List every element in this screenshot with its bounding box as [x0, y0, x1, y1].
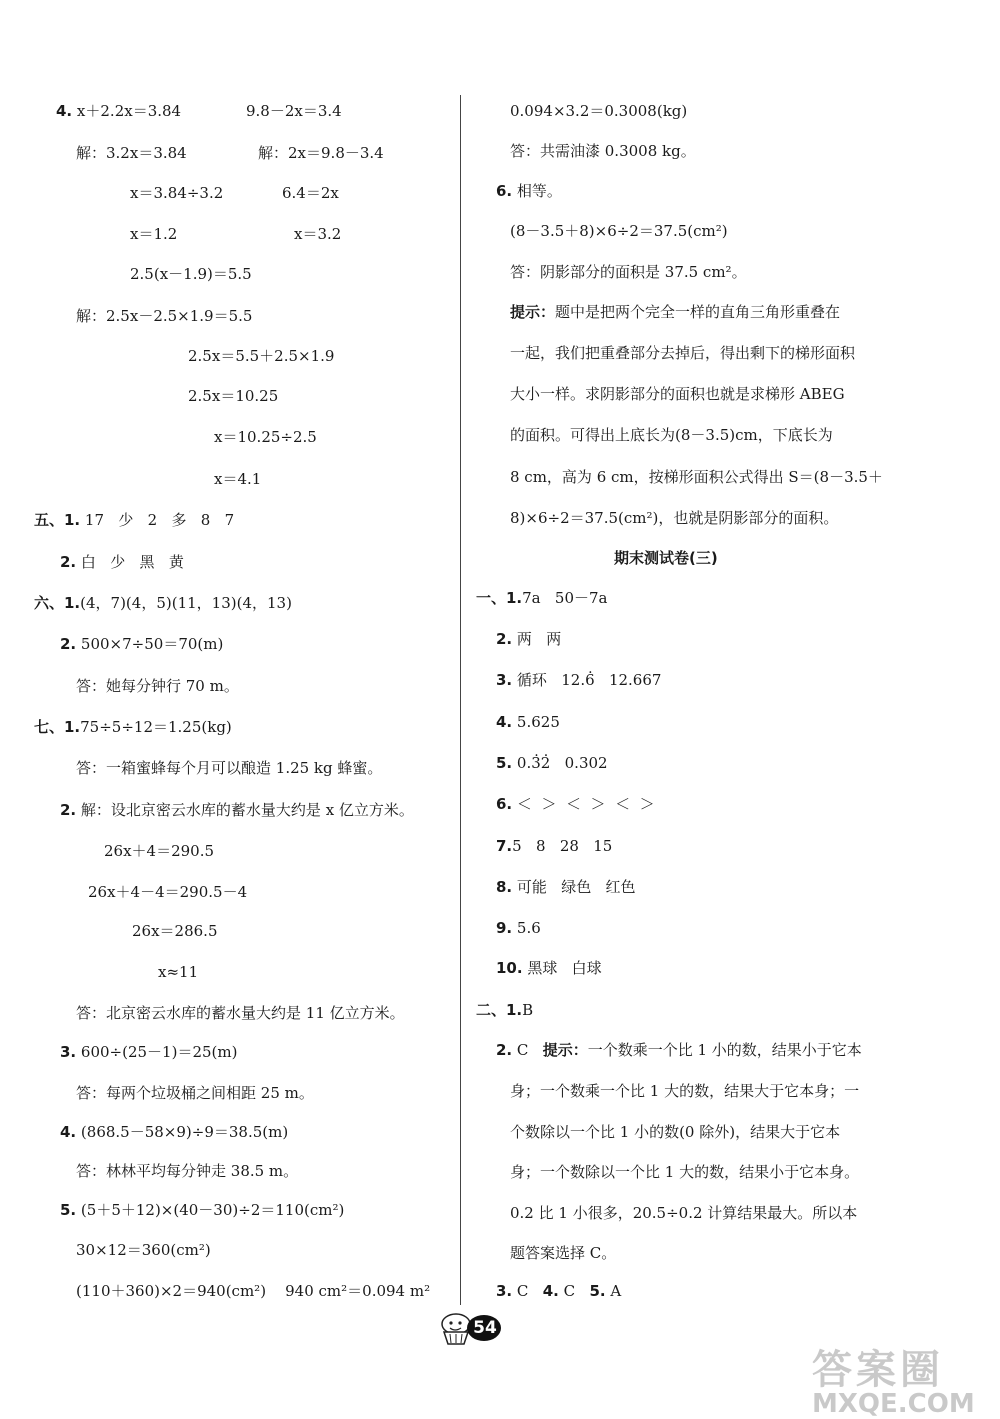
answer-line: 答：每两个垃圾桶之间相距 25 m。: [76, 1084, 314, 1102]
equation: x＝3.84÷3.2: [130, 184, 224, 202]
part-1-item-3: 3. 循环 12.. 6 12.667: [496, 670, 661, 690]
equation: x＝1.2: [130, 225, 178, 243]
equation: 6.4＝2x: [282, 184, 339, 202]
section-5-item-1: 五、1. 17 少 2 多 8 7: [34, 511, 235, 529]
tip-line: 题答案选择 C。: [510, 1244, 617, 1262]
section-7-item-1: 七、1.75÷5÷12＝1.25(kg): [34, 718, 232, 736]
part-1-item-9: 9. 5.6: [496, 919, 541, 937]
page-number-badge: [436, 1308, 502, 1348]
section-7-item-2: 2. 解：设北京密云水库的蓄水量大约是 x 亿立方米。: [60, 801, 414, 819]
equation: 解：2.5x－2.5×1.9＝5.5: [76, 307, 253, 325]
part-1-item-10: 10. 黑球 白球: [496, 959, 602, 977]
part-2-item-2: 2. C 提示：一个数乘一个比 1 小的数，结果小于它本: [496, 1041, 862, 1059]
equation: 解：2x＝9.8－3.4: [258, 144, 384, 162]
tip-line: 的面积。可得出上底长为(8－3.5)cm，下底长为: [510, 426, 833, 444]
section-7-item-3: 3. 600÷(25－1)＝25(m): [60, 1043, 238, 1061]
answer-line: 答：一箱蜜蜂每个月可以酿造 1.25 kg 蜂蜜。: [76, 759, 383, 777]
watermark-url: MXQE.COM: [812, 1389, 975, 1419]
answer-line: 答：她每分钟行 70 m。: [76, 677, 239, 695]
equation: 解：3.2x＝3.84: [76, 144, 187, 162]
tip-line: 大小一样。求阴影部分的面积也就是求梯形 ABEG: [510, 385, 845, 403]
answer-line: 答：共需油漆 0.3008 kg。: [510, 142, 696, 160]
section-6-item-2: 2. 500×7÷50＝70(m): [60, 635, 224, 653]
equation: 9.8－2x＝3.4: [246, 102, 342, 120]
part-2-items-3-5: 3. C 4. C 5. A: [496, 1282, 622, 1300]
tip-line: 个数除以一个比 1 小的数(0 除外)，结果大于它本: [510, 1123, 841, 1141]
answer-line: 答：北京密云水库的蓄水量大约是 11 亿立方米。: [76, 1004, 405, 1022]
part-1-item-4: 4. 5.625: [496, 713, 560, 731]
tip-line: 8 cm，高为 6 cm，按梯形面积公式得出 S＝(8－3.5＋: [510, 468, 883, 486]
tip-line: 一起，我们把重叠部分去掉后，得出剩下的梯形面积: [510, 344, 856, 362]
tip-line: 提示：题中是把两个完全一样的直角三角形重叠在: [510, 303, 841, 321]
equation: 26x＋4－4＝290.5－4: [88, 883, 248, 901]
item-4: 4. x＋2.2x＝3.84: [56, 102, 182, 120]
equation: 2.5(x－1.9)＝5.5: [130, 265, 252, 283]
equation: x＝10.25÷2.5: [214, 428, 317, 446]
equation: (8－3.5＋8)×6÷2＝37.5(cm²): [510, 222, 728, 240]
page-number: 54: [473, 1318, 497, 1338]
answer-line: 答：林林平均每分钟走 38.5 m。: [76, 1162, 299, 1180]
watermark-text: 答案圈: [812, 1347, 944, 1393]
part-1-item-8: 8. 可能 绿色 红色: [496, 878, 636, 896]
part-1-item-5: 5. 0.. 3. 2 0.302: [496, 753, 608, 773]
tip-line: 身；一个数除以一个比 1 大的数，结果小于它本身。: [510, 1163, 860, 1181]
equation: x≈11: [158, 963, 199, 981]
section-6-item-1: 六、1.(4，7)(4，5)(11，13)(4，13): [34, 594, 292, 612]
equation: 30×12＝360(cm²): [76, 1241, 211, 1259]
section-7-item-4: 4. (868.5－58×9)÷9＝38.5(m): [60, 1123, 289, 1141]
equation: 26x＝286.5: [132, 922, 218, 940]
equation: x＝3.2: [294, 225, 342, 243]
section-7-item-5: 5. (5＋5＋12)×(40－30)÷2＝110(cm²): [60, 1201, 345, 1219]
part-2-item-1: 二、1.B: [476, 1001, 534, 1019]
equation: (110＋360)×2＝940(cm²) 940 cm²＝0.094 m²: [76, 1282, 431, 1300]
exam-title: 期末测试卷(三): [614, 549, 718, 567]
part-1-item-2: 2. 两 两: [496, 630, 562, 648]
item-6: 6. 相等。: [496, 182, 562, 200]
watermark: [812, 1338, 992, 1418]
part-1-item-1: 一、1.7a 50－7a: [476, 589, 608, 607]
tip-line: 0.2 比 1 小很多，20.5÷0.2 计算结果最大。所以本: [510, 1204, 858, 1222]
tip-line: 8)×6÷2＝37.5(cm²)，也就是阴影部分的面积。: [510, 509, 839, 527]
equation: x＝4.1: [214, 470, 262, 488]
column-divider: [460, 95, 461, 1305]
part-1-item-6: 6. ＜ ＞ ＜ ＞ ＜ ＞: [496, 795, 655, 813]
equation: 26x＋4＝290.5: [104, 842, 215, 860]
tip-line: 身；一个数乘一个比 1 大的数，结果大于它本身；一: [510, 1082, 860, 1100]
section-5-item-2: 2. 白 少 黑 黄: [60, 553, 184, 571]
answer-line: 答：阴影部分的面积是 37.5 cm²。: [510, 263, 747, 281]
part-1-item-7: 7.5 8 28 15: [496, 837, 613, 855]
equation: 2.5x＝5.5＋2.5×1.9: [188, 347, 335, 365]
equation: 0.094×3.2＝0.3008(kg): [510, 102, 688, 120]
equation: 2.5x＝10.25: [188, 387, 279, 405]
